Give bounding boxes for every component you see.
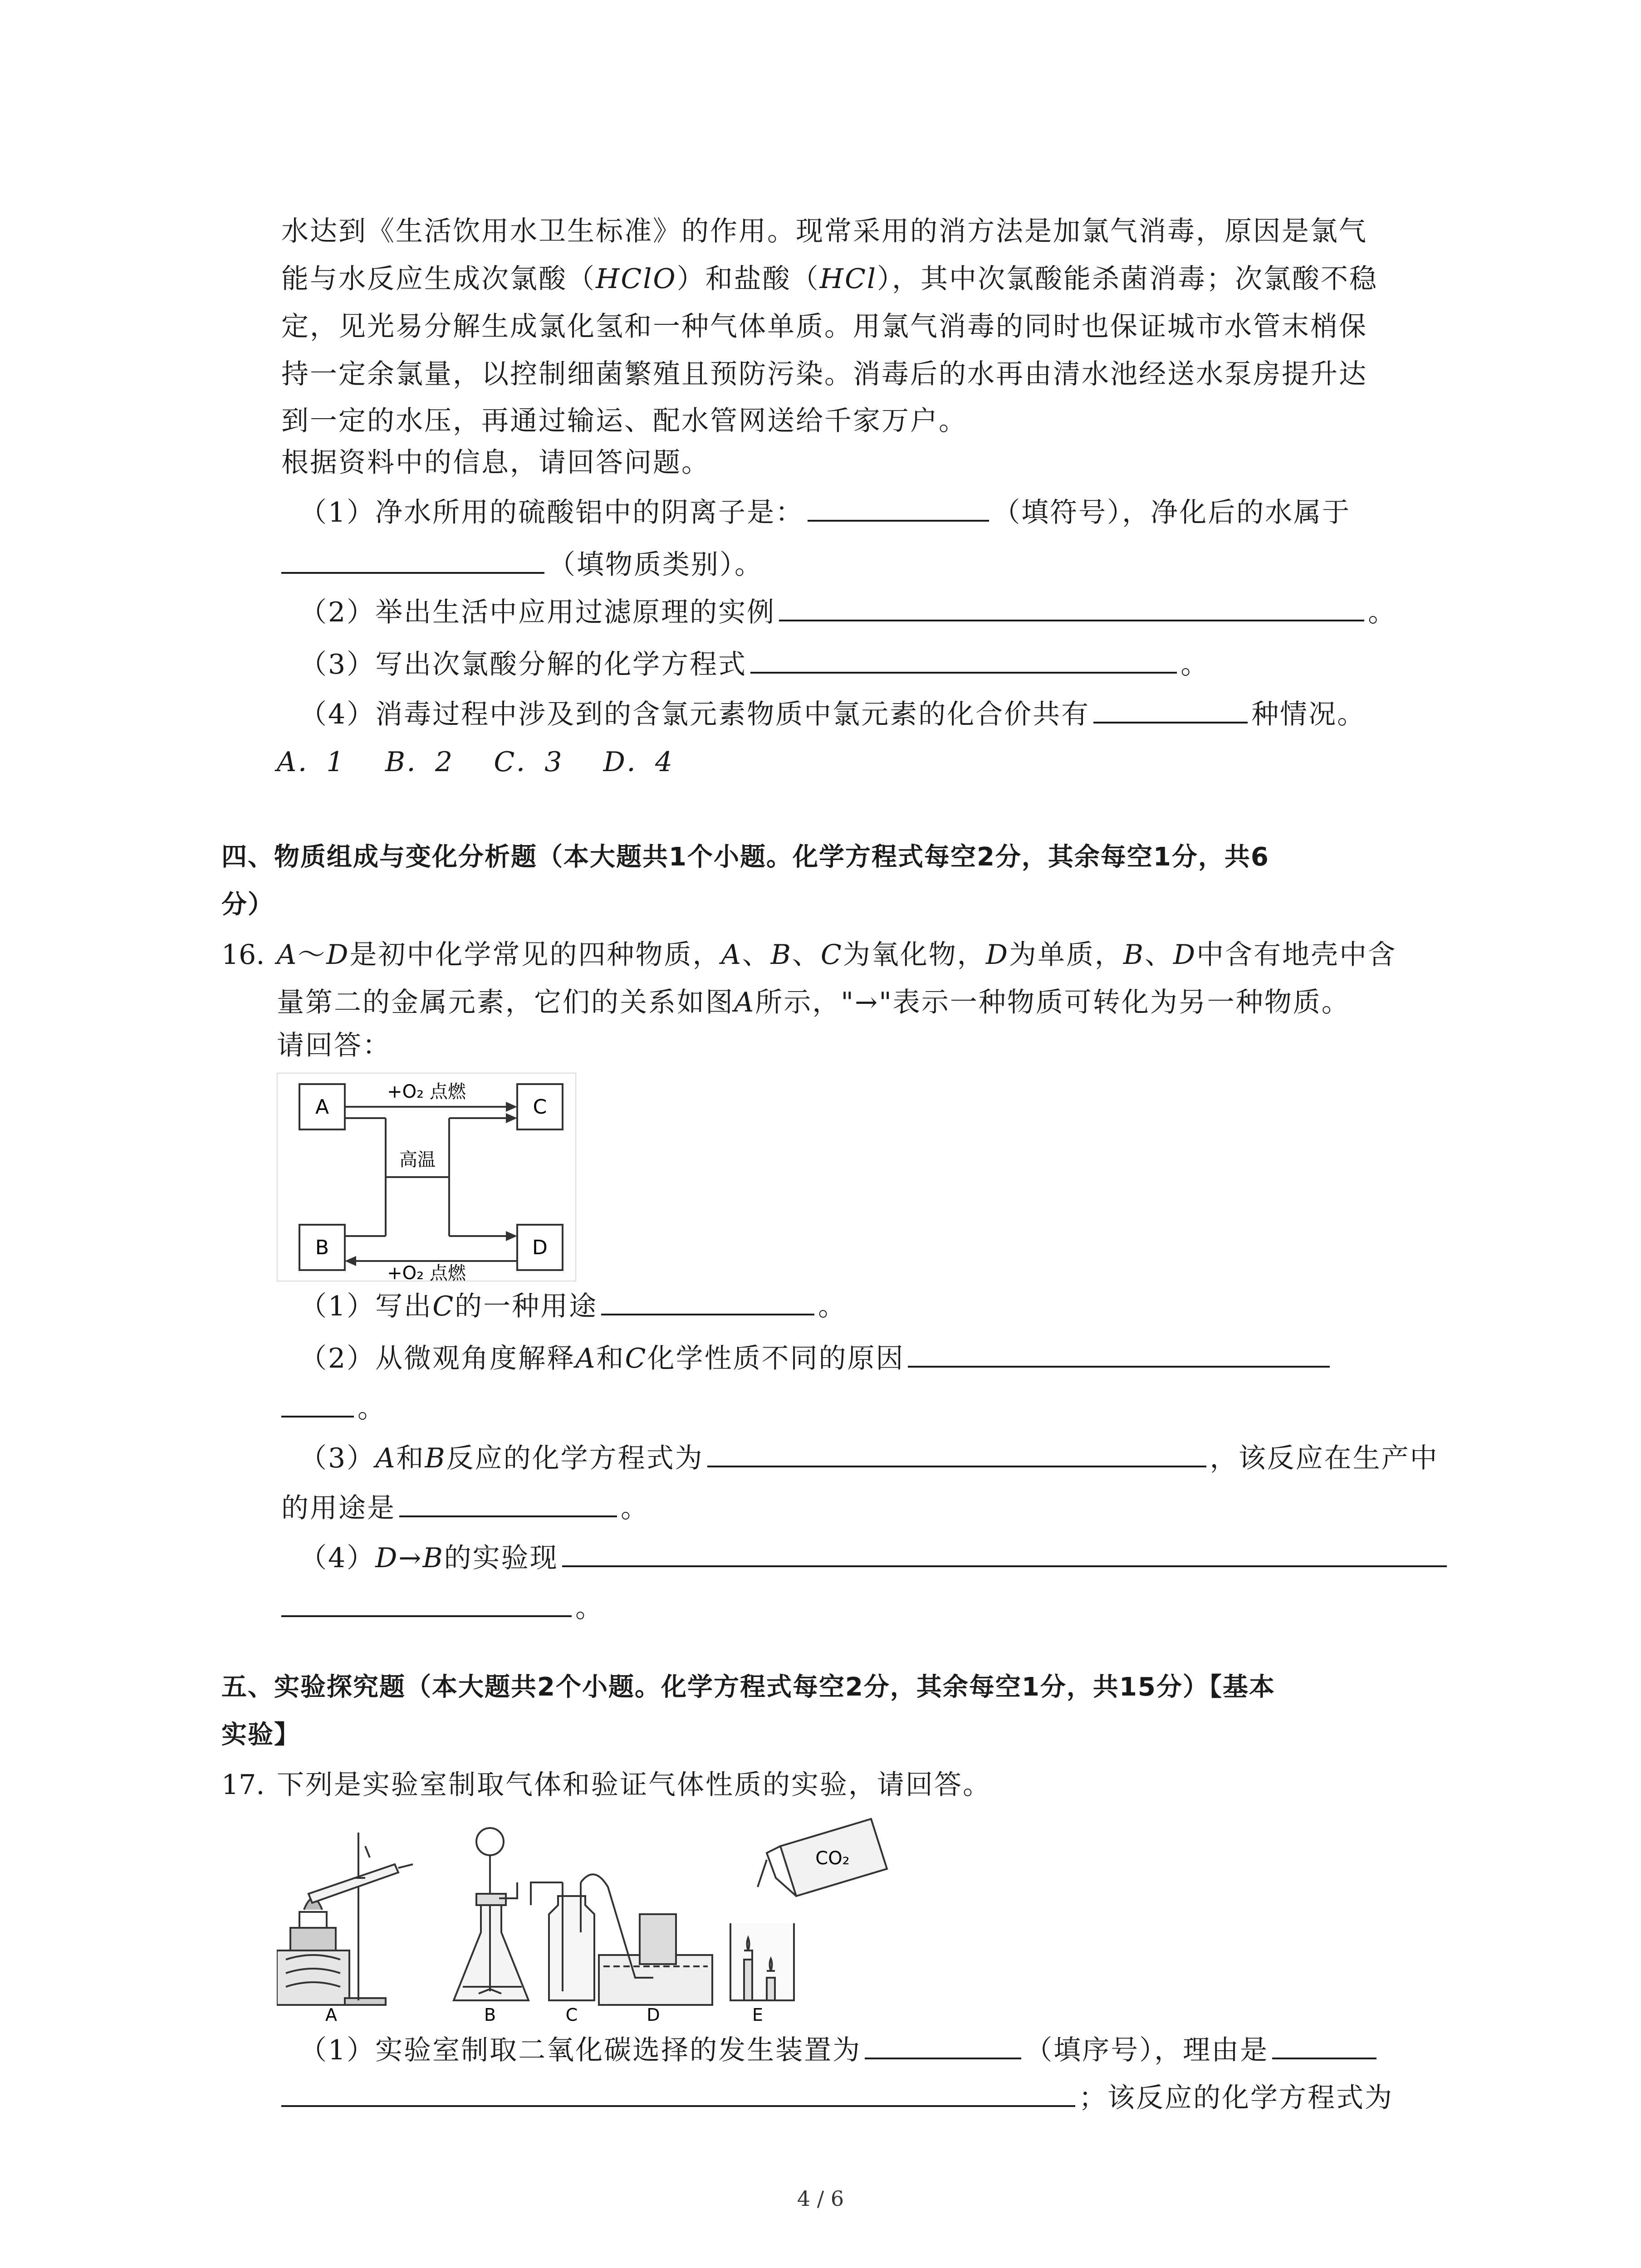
q15-part-1: （1）净水所用的硫酸铝中的阴离子是： （填符号），净化后的水属于 [299, 490, 1351, 535]
answer-blank[interactable] [908, 1339, 1330, 1368]
option-d[interactable]: D．4 [603, 746, 674, 778]
q15-part-1-cont: （填物质类别）。 [281, 542, 763, 587]
q16-part-2: （2）从微观角度解释A和C化学性质不同的原因 [299, 1336, 1333, 1381]
q16-line-3: 请回答： [277, 1030, 391, 1061]
option-c[interactable]: C．3 [494, 746, 563, 778]
apparatus-a [277, 1833, 413, 2005]
label-high-temp: 高温 [399, 1149, 436, 1170]
box-a [299, 1084, 345, 1129]
answer-blank[interactable] [1272, 2030, 1376, 2059]
apparatus-e [730, 1819, 887, 2000]
intro-line-5: 到一定的水压，再通过输运、配水管网送给千家万户。 [281, 405, 967, 437]
section-5-title-cont: 实验】 [221, 1720, 300, 1750]
answer-blank[interactable] [601, 1286, 814, 1315]
q16-part-2-cont: 。 [281, 1386, 386, 1431]
q16-part-3-cont: 的用途是 。 [281, 1486, 649, 1531]
box-c [517, 1084, 563, 1129]
answer-blank[interactable] [808, 493, 989, 522]
intro-line-1: 水达到《生活饮用水卫生标准》的作用。现常采用的消方法是加氯气消毒，原因是氯气 [281, 215, 1367, 247]
svg-text:C: C [533, 1095, 547, 1119]
q15-options [277, 739, 674, 785]
apparatus-b [454, 1828, 529, 2000]
q17-part-1: （1）实验室制取二氧化碳选择的发生装置为 （填序号），理由是 [299, 2028, 1380, 2073]
svg-text:A: A [315, 1095, 329, 1119]
box-b [299, 1225, 345, 1270]
answer-blank[interactable] [562, 1538, 1447, 1567]
label-a: A [325, 2005, 337, 2023]
intro-line-2: 能与水反应生成次氯酸（HClO）和盐酸（HCl），其中次氯酸能杀菌消毒；次氯酸不稳 [281, 263, 1378, 295]
label-bottom: +O₂ 点燃 [387, 1263, 466, 1281]
lab-apparatus-figure [277, 1814, 894, 2023]
intro-line-4: 持一定余氯量，以控制细菌繁殖且预防污染。消毒后的水再由清水池经送水泵房提升达 [281, 358, 1367, 390]
q16-part-3: （3）A和B反应的化学方程式为 ，该反应在生产中 [299, 1436, 1439, 1481]
box-d [517, 1225, 563, 1270]
q16-part-1: （1）写出C的一种用途 。 [299, 1284, 847, 1329]
q15-part-2: （2）举出生活中应用过滤原理的实例 。 [299, 590, 1396, 635]
answer-blank[interactable] [750, 645, 1177, 674]
svg-text:B: B [315, 1236, 329, 1259]
label-e: E [752, 2005, 764, 2023]
intro-line-3: 定，见光易分解生成氯化氢和一种气体单质。用氯气消毒的同时也保证城市水管末梢保 [281, 311, 1367, 342]
answer-blank[interactable] [281, 545, 544, 574]
q16-line-2: 量第二的金属元素，它们的关系如图A所示，"→"表示一种物质可转化为另一种物质。 [277, 987, 1350, 1018]
intro-prompt: 根据资料中的信息，请回答问题。 [281, 447, 710, 479]
question-number: 17. [221, 1769, 265, 1801]
label-d: D [647, 2005, 660, 2023]
answer-blank[interactable] [707, 1438, 1206, 1467]
answer-blank[interactable] [399, 1488, 617, 1517]
section-4-title-cont: 分） [221, 890, 274, 919]
answer-blank[interactable] [779, 592, 1364, 621]
apparatus-d [581, 1874, 712, 2005]
label-c: C [565, 2005, 578, 2023]
option-b[interactable]: B．2 [385, 746, 454, 778]
page-number: 4 / 6 [797, 2186, 844, 2211]
label-top: +O₂ 点燃 [387, 1081, 466, 1102]
label-b: B [484, 2005, 496, 2023]
answer-blank[interactable] [865, 2030, 1021, 2059]
answer-blank[interactable] [281, 2078, 1075, 2107]
answer-blank[interactable] [281, 1588, 572, 1617]
q15-part-4: （4）消毒过程中涉及到的含氯元素物质中氯元素的化合价共有 种情况。 [299, 692, 1366, 737]
option-a[interactable]: A．1 [277, 746, 345, 778]
answer-blank[interactable] [281, 1388, 354, 1418]
apparatus-c [531, 1882, 594, 2000]
q17-part-1-cont: ；该反应的化学方程式为 [281, 2075, 1393, 2121]
question-number: 16. [221, 939, 265, 971]
reaction-diagram [277, 1073, 576, 1281]
q16-part-4-cont: 。 [281, 1585, 604, 1631]
bottle-label: CO₂ [815, 1848, 850, 1869]
svg-text:D: D [532, 1236, 548, 1259]
answer-blank[interactable] [1093, 694, 1248, 723]
section-4-title: 四、物质组成与变化分析题（本大题共1个小题。化学方程式每空2分，其余每空1分，共6 [221, 842, 1269, 872]
q15-part-3: （3）写出次氯酸分解的化学方程式 。 [299, 642, 1209, 687]
q17-line-1: 下列是实验室制取气体和验证气体性质的实验，请回答。 [277, 1769, 991, 1801]
q16-line-1: A～D是初中化学常见的四种物质，A、B、C为氧化物，D为单质，B、D中含有地壳中含 [277, 939, 1397, 971]
section-5-title: 五、实验探究题（本大题共2个小题。化学方程式每空2分，其余每空1分，共15分）【基本 [221, 1672, 1275, 1702]
q16-part-4: （4）D→B的实验现 [299, 1535, 1450, 1581]
